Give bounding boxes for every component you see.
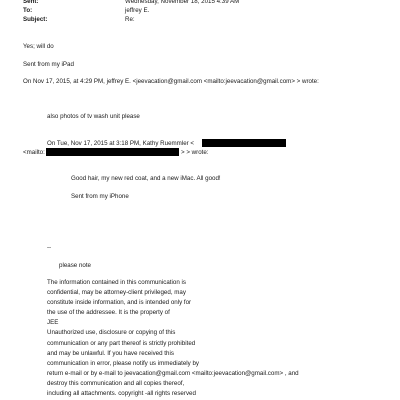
signature-separator: -- — [47, 244, 52, 251]
disclaimer-line: and may be unlawful. If you have received this — [47, 349, 174, 357]
quote2-mailto-suffix: > > wrote: — [181, 149, 209, 156]
disclaimer-line: Unauthorized use, disclosure or copying of this — [47, 329, 176, 337]
disclaimer-line: destroy this communication and all copies thereof, — [47, 379, 185, 387]
sent-label: Sent: — [23, 0, 39, 5]
disclaimer-line: including all attachments. copyright -all rights reserved — [47, 390, 196, 398]
to-label: To: — [23, 7, 33, 14]
quote1-intro: On Nov 17, 2015, at 4:29 PM, jeffrey E. <jeevacation@gmail.com <mailto:jeevacation@gmail.com> > wrote: — [23, 78, 319, 85]
redaction-email-2 — [46, 148, 179, 156]
subject-label: Subject: — [23, 16, 48, 23]
disclaimer-line: The information contained in this communication is — [47, 279, 186, 286]
disclaimer-line: JEE — [47, 319, 59, 327]
disclaimer-line: constitute inside information, and is intended only for — [47, 299, 192, 307]
quote2-intro-line1: On Tue, Nov 17, 2015 at 3:18 PM, Kathy Ruemmler < — [47, 140, 195, 147]
subject-value: Re: — [125, 16, 135, 23]
disclaimer-line: communication in error, please notify us immediately by — [47, 359, 200, 367]
quote1-text: also photos of tv wash unit please — [47, 113, 140, 120]
quote2-mailto-prefix: <mailto: — [23, 149, 45, 156]
disclaimer-line: return e-mail or by e-mail to jeevacation@gmail.com <mailto:jeevacation@gmail.com> , and — [47, 369, 299, 377]
to-value: jeffrey E. — [125, 7, 150, 14]
sent-value: Wednesday, November 18, 2015 4:39 AM — [125, 0, 240, 5]
redaction-email-1 — [202, 139, 286, 147]
disclaimer — [47, 279, 367, 400]
please-note: please note — [59, 262, 91, 269]
disclaimer-line: the use of the addressee. It is the property of — [47, 309, 170, 317]
disclaimer-line: communication or any part thereof is strictly prohibited — [47, 339, 196, 347]
signature-iphone: Sent from my iPhone — [71, 193, 129, 200]
reply-text: Yes; will do — [23, 43, 54, 50]
signature-ipad: Sent from my iPad — [23, 61, 74, 68]
quote2-text: Good hair, my new red coat, and a new iMac. All good! — [71, 175, 221, 182]
disclaimer-line: confidential, may be attorney-client privileged, may — [47, 289, 186, 297]
